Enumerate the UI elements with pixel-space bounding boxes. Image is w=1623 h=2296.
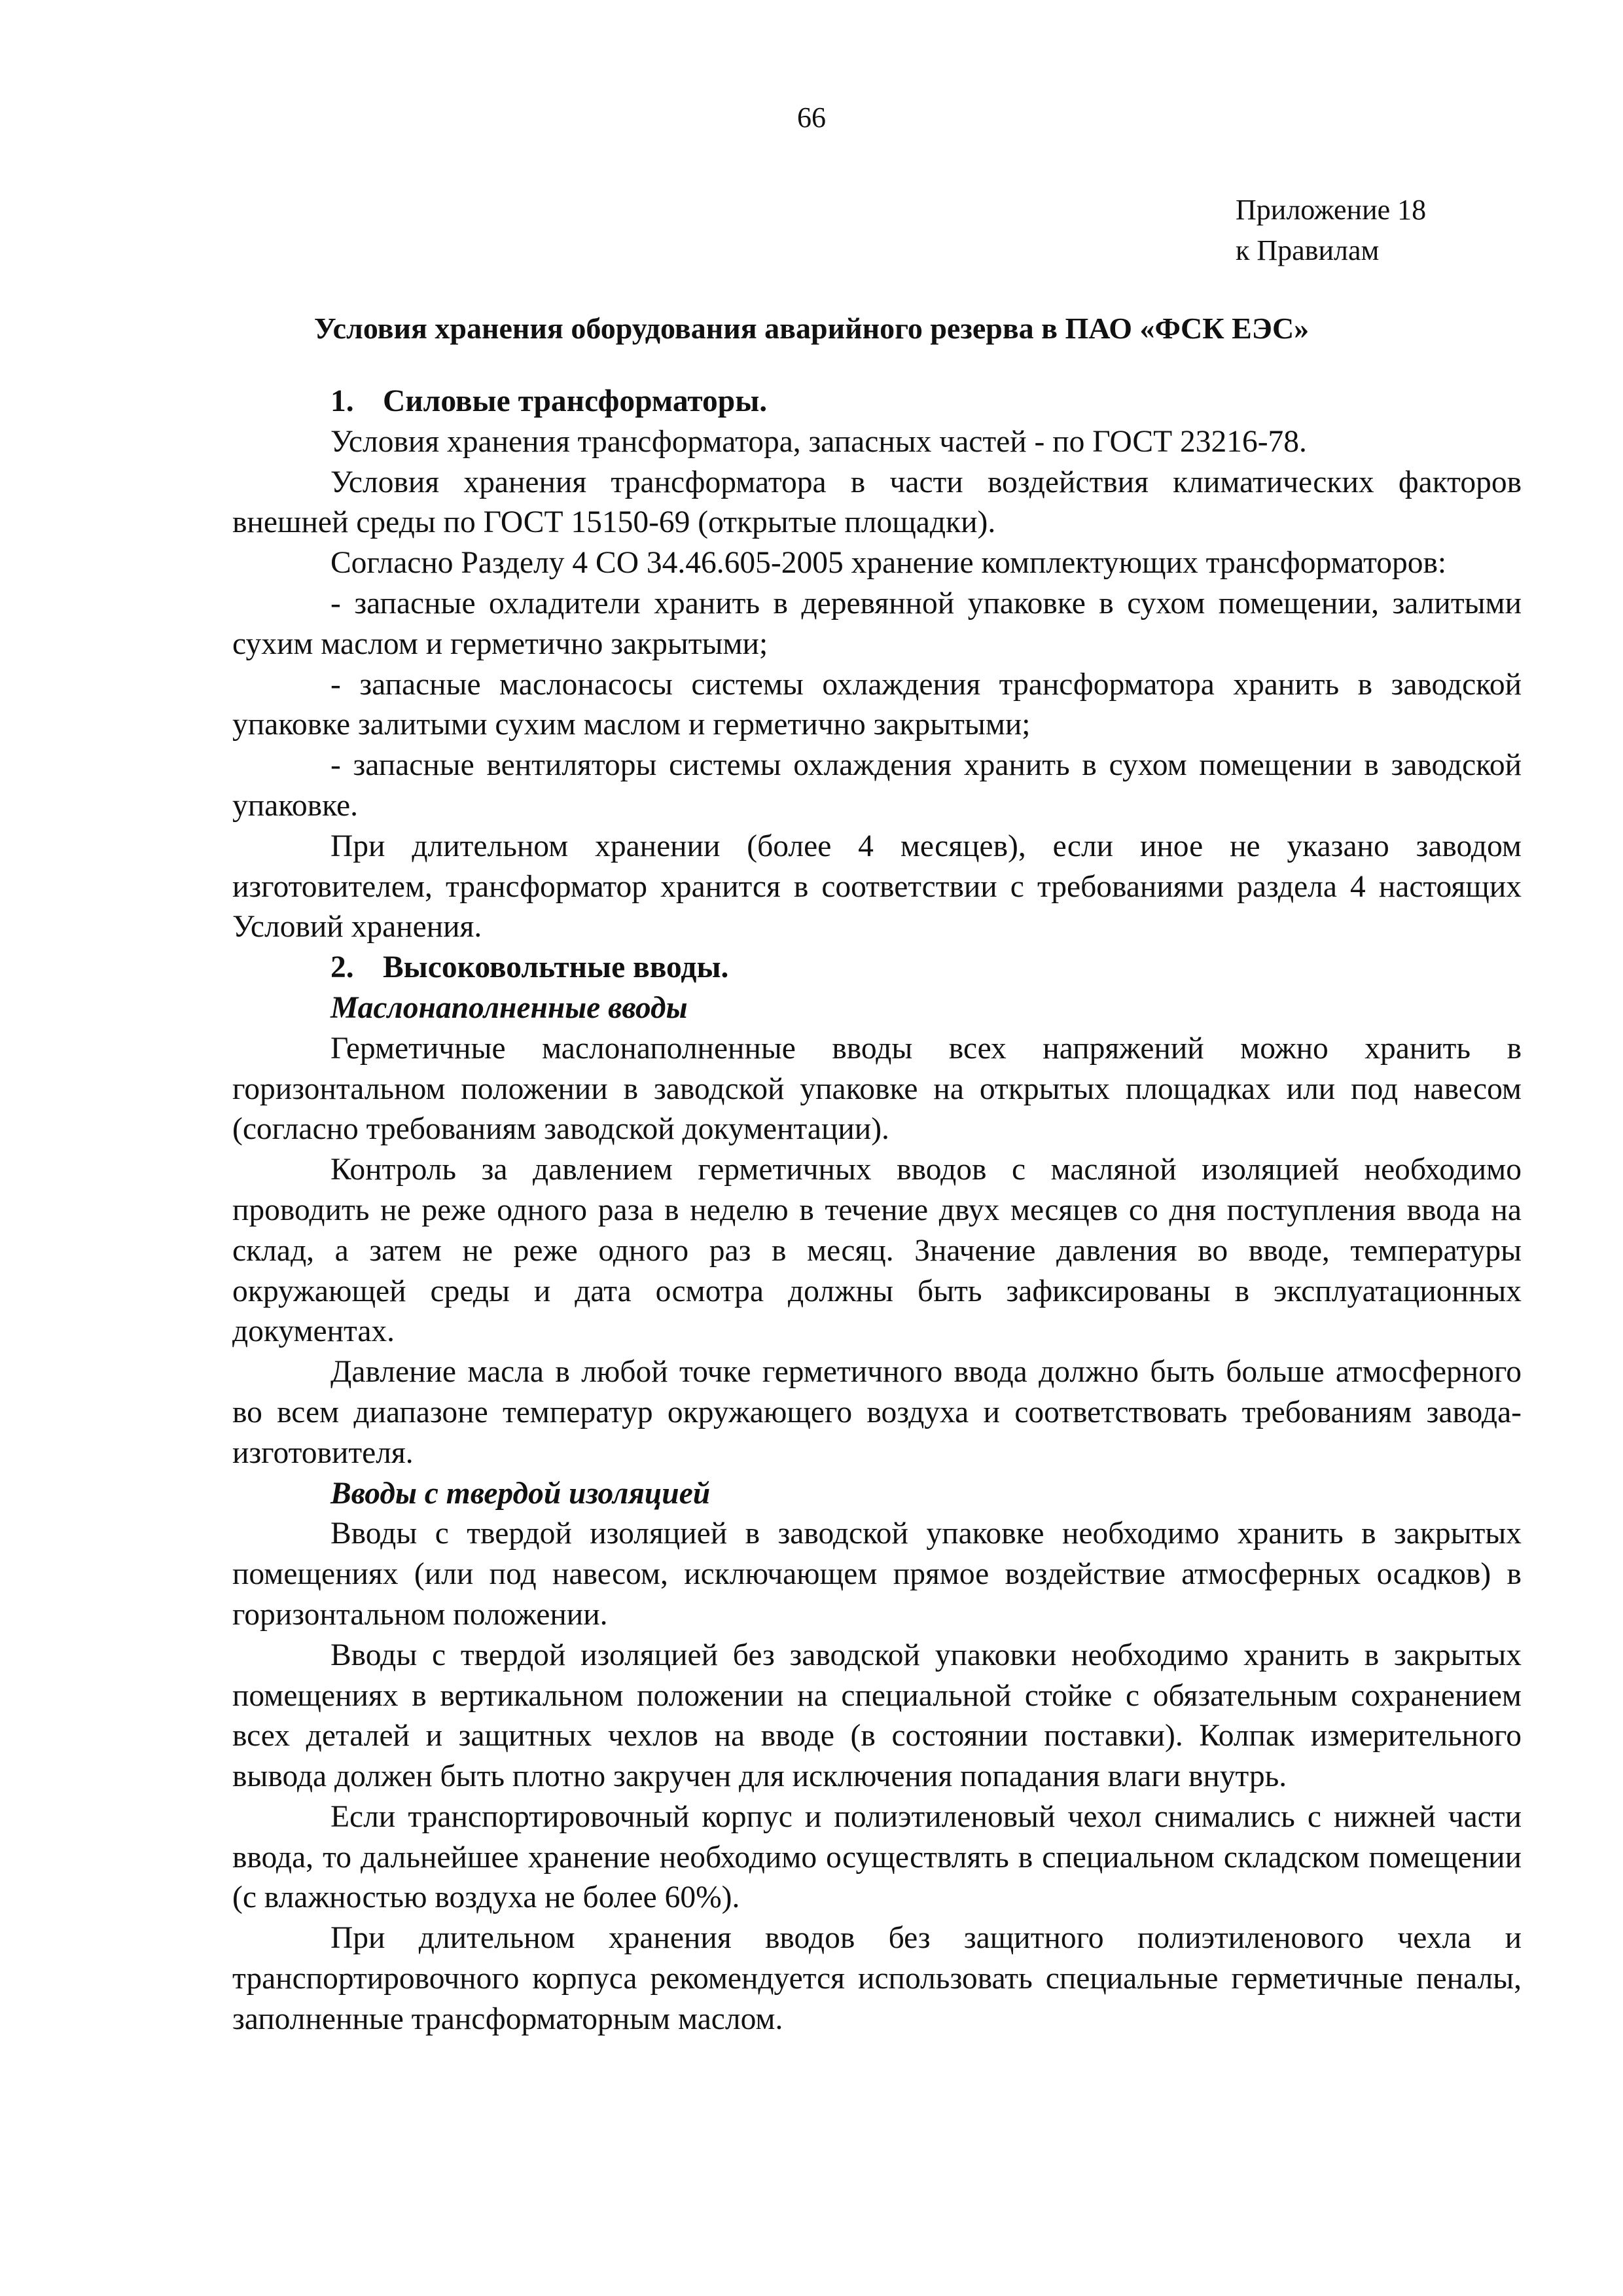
document-title: Условия хранения оборудования аварийного резерва в ПАО «ФСК ЕЭС»: [313, 312, 1310, 345]
paragraph: Вводы с твердой изоляцией в заводской упаковке необходимо хранить в закрытых помещениях (или под навесом, исключающем прямое воздействие атмосферных осадков) в горизонтальном положении.: [232, 1516, 1522, 1632]
section-2-number: 2.: [330, 950, 354, 985]
paragraph: Если транспортировочный корпус и полиэтиленовый чехол снимались с нижней части ввода, то дальнейшее хранение необходимо осуществлять в специальном складском помещении (с влажностью воздуха не более 60%).: [232, 1799, 1522, 1915]
appendix-reference: [1236, 190, 1426, 271]
paragraph: Контроль за давлением герметичных вводов с масляной изоляцией необходимо проводить не реже одного раза в неделю в течение двух месяцев со дня поступления ввода на склад, а затем не реже одного раз в месяц. Значение давления во вводе, температуры окружающей среды и дата осмотра должны быть зафиксированы в эксплуатационных документах.: [232, 1153, 1522, 1349]
paragraph: Условия хранения трансформатора, запасных частей - по ГОСТ 23216-78.: [330, 424, 1307, 459]
paragraph: Давление масла в любой точке герметичного ввода должно быть больше атмосферного во всем диапазоне температур окружающего воздуха и соответствовать требованиям завода-изготовителя.: [232, 1355, 1522, 1470]
appendix-line-1: Приложение 18: [1236, 194, 1427, 226]
list-item: - запасные маслонасосы системы охлаждения трансформатора хранить в заводской упаковке залитыми сухим маслом и герметично закрытыми;: [232, 667, 1522, 742]
list-item: - запасные охладители хранить в деревянной упаковке в сухом помещении, залитыми сухим маслом и герметично закрытыми;: [232, 586, 1522, 661]
subsection-solid-insulation-bushings: Вводы с твердой изоляцией: [330, 1476, 711, 1511]
subsection-oil-filled-bushings: Маслонаполненные вводы: [330, 990, 688, 1025]
list-item: - запасные вентиляторы системы охлаждения хранить в сухом помещении в заводской упаковке.: [232, 748, 1522, 823]
paragraph: Согласно Разделу 4 СО 34.46.605-2005 хранение комплектующих трансформаторов:: [330, 546, 1447, 581]
page-number: 66: [797, 101, 826, 134]
paragraph: При длительном хранении (более 4 месяцев), если иное не указано заводом изготовителем, трансформатор хранится в соответствии с требованиями раздела 4 настоящих Условий хранения.: [232, 829, 1522, 944]
paragraph: При длительном хранения вводов без защитного полиэтиленового чехла и транспортировочного корпуса рекомендуется использовать специальные герметичные пеналы, заполненные трансформаторным маслом.: [232, 1921, 1522, 2036]
paragraph: Герметичные маслонаполненные вводы всех напряжений можно хранить в горизонтальном положении в заводской упаковке на открытых площадках или под навесом (согласно требованиям заводской документации).: [232, 1031, 1522, 1147]
section-1-title: Силовые трансформаторы.: [383, 384, 768, 418]
appendix-line-2: к Правилам: [1236, 234, 1380, 266]
section-2-heading: [232, 948, 1522, 988]
section-1-number: 1.: [330, 384, 354, 418]
section-2-title: Высоковольтные вводы.: [383, 950, 729, 985]
section-1-heading: [232, 382, 1522, 422]
document-body: [232, 382, 1522, 2040]
paragraph: Вводы с твердой изоляцией без заводской упаковки необходимо хранить в закрытых помещениях в вертикальном положении на специальной стойке с обязательным сохранением всех деталей и защитных чехлов на вводе (в состоянии поставки). Колпак измерительного вывода должен быть плотно закручен для исключения попадания влаги внутрь.: [232, 1638, 1522, 1794]
paragraph: Условия хранения трансформатора в части воздействия климатических факторов внешней среды по ГОСТ 15150-69 (открытые площадки).: [232, 465, 1522, 540]
